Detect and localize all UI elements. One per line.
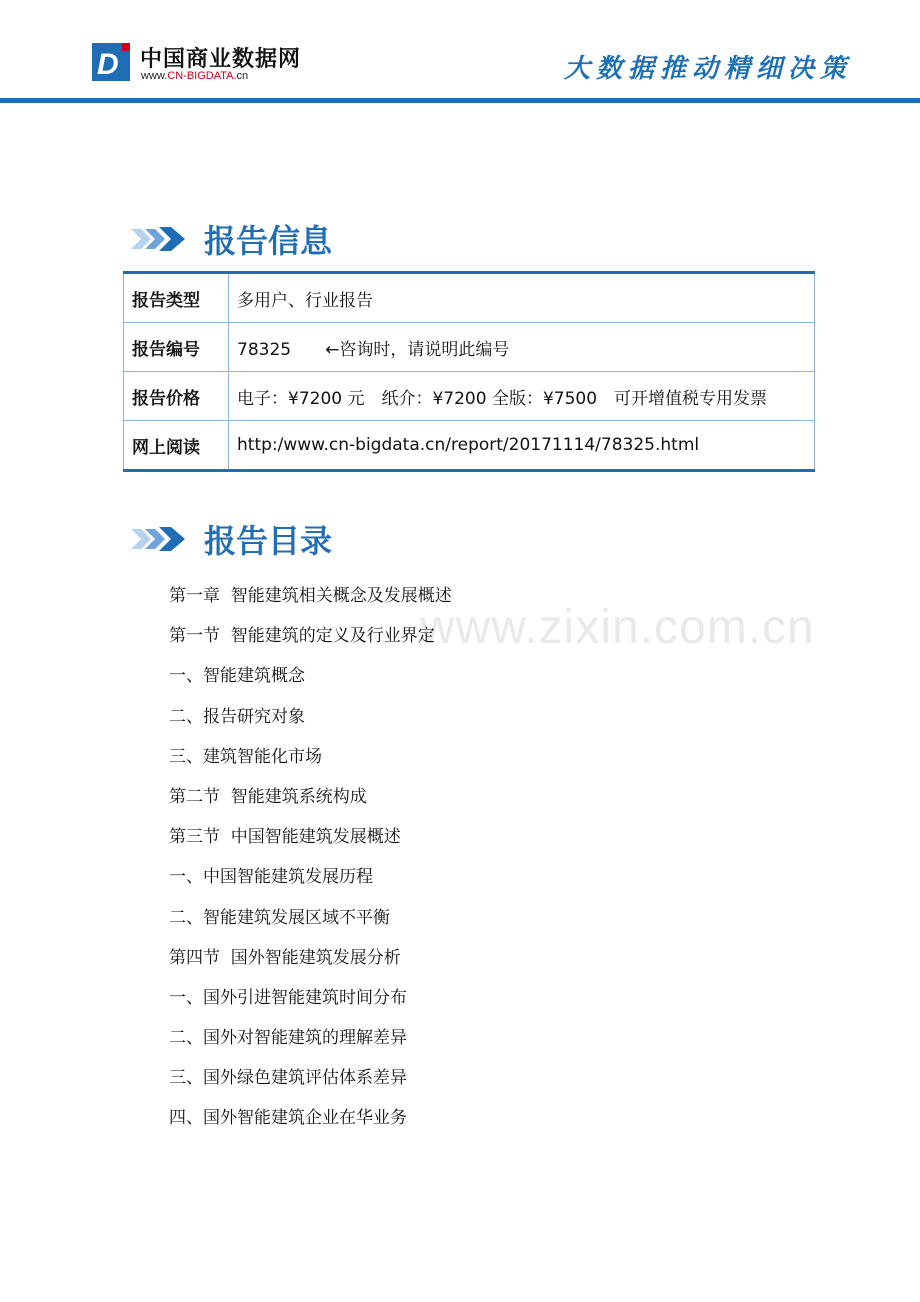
logo-text: 中国商业数据网 (140, 47, 302, 72)
toc-item: 一、国外引进智能建筑时间分布 (169, 987, 407, 1008)
row-value: 电子：¥7200 元 纸介：¥7200 全版：¥7500 可开增值税专用发票 (229, 372, 815, 421)
toc-item: 第一章 智能建筑相关概念及发展概述 (169, 586, 452, 606)
toc-item: 第三节 中国智能建筑发展概述 (169, 827, 401, 848)
section-title: 报告信息 (204, 222, 333, 260)
logo-url: www.CN-BIGDATA.cn (141, 70, 249, 82)
section-title: 报告目录 (204, 522, 333, 560)
toc-item: 一、智能建筑概念 (169, 666, 305, 687)
report-url-link[interactable]: http:/www.cn-bigdata.cn/report/20171114/78325.html (229, 421, 815, 471)
row-label: 网上阅读 (124, 421, 229, 471)
toc-item: 四、国外智能建筑企业在华业务 (169, 1108, 407, 1129)
header-divider (0, 98, 920, 103)
toc-item: 三、国外绿色建筑评估体系差异 (169, 1068, 407, 1089)
toc-item: 二、报告研究对象 (169, 706, 305, 727)
logo-icon (92, 43, 130, 81)
table-of-contents (169, 582, 452, 1145)
table-row (124, 273, 815, 323)
toc-item: 第一节 智能建筑的定义及行业界定 (169, 626, 435, 647)
table-row (124, 323, 815, 372)
row-label: 报告编号 (124, 323, 229, 372)
watermark: www.zixin.com.cn (420, 601, 815, 654)
slogan: 大数据推动精细决策 (563, 54, 852, 84)
svg-text:D: D (97, 48, 119, 81)
toc-item: 三、建筑智能化市场 (169, 746, 322, 767)
row-value: 78325 ←咨询时，请说明此编号 (229, 323, 815, 372)
chevrons-icon (131, 224, 187, 254)
table-row (124, 372, 815, 421)
report-info-table (123, 271, 815, 472)
toc-item: 第四节 国外智能建筑发展分析 (169, 947, 401, 968)
row-label: 报告类型 (124, 273, 229, 323)
toc-item: 二、国外对智能建筑的理解差异 (169, 1028, 407, 1049)
toc-item: 一、中国智能建筑发展历程 (169, 867, 373, 888)
chevrons-icon (131, 524, 187, 554)
row-label: 报告价格 (124, 372, 229, 421)
toc-item: 二、智能建筑发展区域不平衡 (169, 907, 390, 928)
toc-item: 第二节 智能建筑系统构成 (169, 786, 367, 807)
page-header (0, 0, 920, 104)
table-row (124, 421, 815, 471)
row-value: 多用户、行业报告 (229, 273, 815, 323)
